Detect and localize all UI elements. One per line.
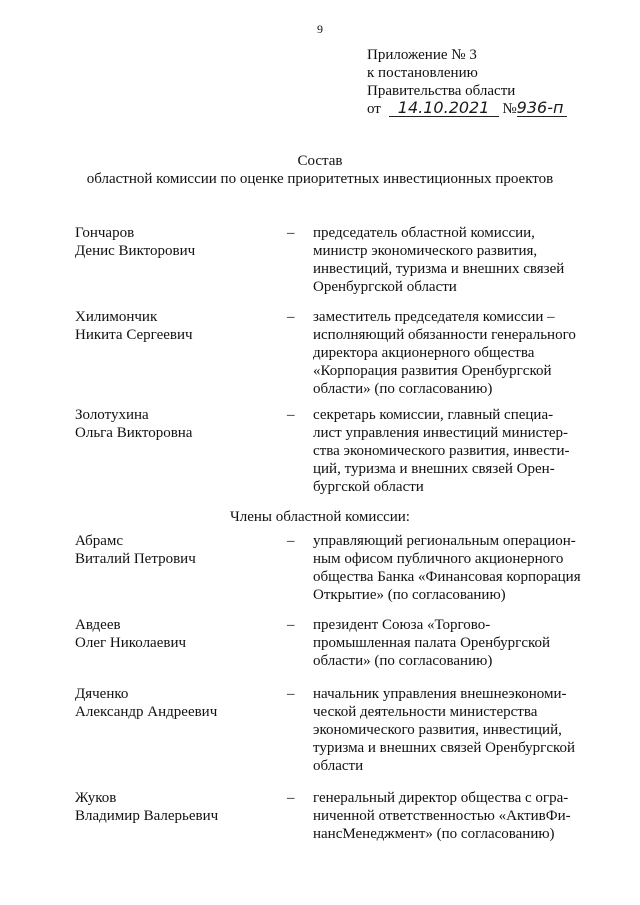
role-line: инвестиций, туризма и внешних связей (313, 261, 565, 277)
role-line: председатель областной комиссии, (313, 225, 535, 241)
member-row (75, 532, 595, 604)
role-line: бургской области (313, 479, 424, 495)
member-surname: Золотухина (75, 407, 149, 423)
role-line: области» (по согласованию) (313, 381, 493, 397)
role-line: ческой деятельности министерства (313, 704, 538, 720)
member-role (313, 406, 593, 496)
role-line: директора акционерного общества (313, 345, 535, 361)
role-line: заместитель председателя комиссии – (313, 309, 555, 325)
title-line-1: Состав (297, 153, 343, 169)
member-surname: Жуков (75, 790, 117, 806)
role-line: Оренбургской области (313, 279, 457, 295)
member-role (313, 308, 593, 398)
role-line: области (313, 758, 364, 774)
decree-date-line (367, 100, 627, 118)
member-given-name: Олег Николаевич (75, 635, 187, 651)
member-given-name: Никита Сергеевич (75, 327, 193, 343)
page-number: 9 (317, 22, 323, 36)
role-line: министр экономического развития, (313, 243, 538, 259)
role-line: ства экономического развития, инвести- (313, 443, 570, 459)
dash-separator: – (287, 617, 295, 633)
member-surname: Абрамс (75, 533, 124, 549)
role-line: генеральный директор общества с огра- (313, 790, 569, 806)
member-surname: Хилимончик (75, 309, 158, 325)
members-section-heading: Члены областной комиссии: (230, 509, 410, 525)
role-line: «Корпорация развития Оренбургской (313, 363, 552, 379)
member-given-name: Александр Андреевич (75, 704, 218, 720)
member-row (75, 685, 595, 775)
member-role (313, 685, 593, 775)
from-label: от (367, 101, 381, 117)
member-surname: Гончаров (75, 225, 135, 241)
role-line: экономического развития, инвестиций, (313, 722, 562, 738)
role-line: исполняющий обязанности генерального (313, 327, 576, 343)
appendix-block (367, 46, 627, 118)
member-name (75, 308, 287, 398)
dash-separator: – (287, 533, 295, 549)
member-given-name: Владимир Валерьевич (75, 808, 219, 824)
member-name (75, 406, 287, 496)
member-row (75, 224, 595, 296)
dash-separator: – (287, 225, 295, 241)
member-role (313, 532, 593, 604)
member-role (313, 224, 593, 296)
member-row (75, 789, 595, 843)
role-line: президент Союза «Торгово- (313, 617, 491, 633)
member-row (75, 616, 595, 670)
title-line-2: областной комиссии по оценке приоритетных инвестиционных проектов (86, 171, 554, 187)
appendix-line-3: Правительства области (367, 83, 516, 99)
role-line: промышленная палата Оренбургской (313, 635, 551, 651)
document-title (0, 152, 640, 188)
member-surname: Дяченко (75, 686, 129, 702)
member-name (75, 789, 287, 843)
appendix-line-2: к постановлению (367, 65, 478, 81)
member-name (75, 224, 287, 296)
decree-number: 936-п (517, 100, 567, 117)
member-name (75, 685, 287, 775)
role-line: нансМенеджмент» (по согласованию) (313, 826, 555, 842)
dash-separator: – (287, 790, 295, 806)
role-line: секретарь комиссии, главный специа- (313, 407, 554, 423)
dash-separator: – (287, 407, 295, 423)
member-given-name: Денис Викторович (75, 243, 196, 259)
member-surname: Авдеев (75, 617, 121, 633)
member-row (75, 308, 595, 398)
role-line: области» (по согласованию) (313, 653, 493, 669)
number-label: № (502, 101, 517, 117)
member-row (75, 406, 595, 496)
role-line: лист управления инвестиций министер- (313, 425, 568, 441)
dash-separator: – (287, 686, 295, 702)
dash-separator: – (287, 309, 295, 325)
role-line: управляющий региональным операцион- (313, 533, 576, 549)
decree-date: 14.10.2021 (389, 100, 499, 117)
role-line: ным офисом публичного акционерного (313, 551, 564, 567)
role-line: туризма и внешних связей Оренбургской (313, 740, 576, 756)
role-line: ниченной ответственностью «АктивФи- (313, 808, 571, 824)
role-line: общества Банка «Финансовая корпорация (313, 569, 581, 585)
member-name (75, 532, 287, 604)
member-role (313, 789, 593, 843)
member-role (313, 616, 593, 670)
role-line: Открытие» (по согласованию) (313, 587, 506, 603)
role-line: начальник управления внешнеэкономи- (313, 686, 567, 702)
role-line: ций, туризма и внешних связей Орен- (313, 461, 555, 477)
member-given-name: Ольга Викторовна (75, 425, 193, 441)
member-name (75, 616, 287, 670)
appendix-line-1: Приложение № 3 (367, 47, 477, 63)
member-given-name: Виталий Петрович (75, 551, 196, 567)
